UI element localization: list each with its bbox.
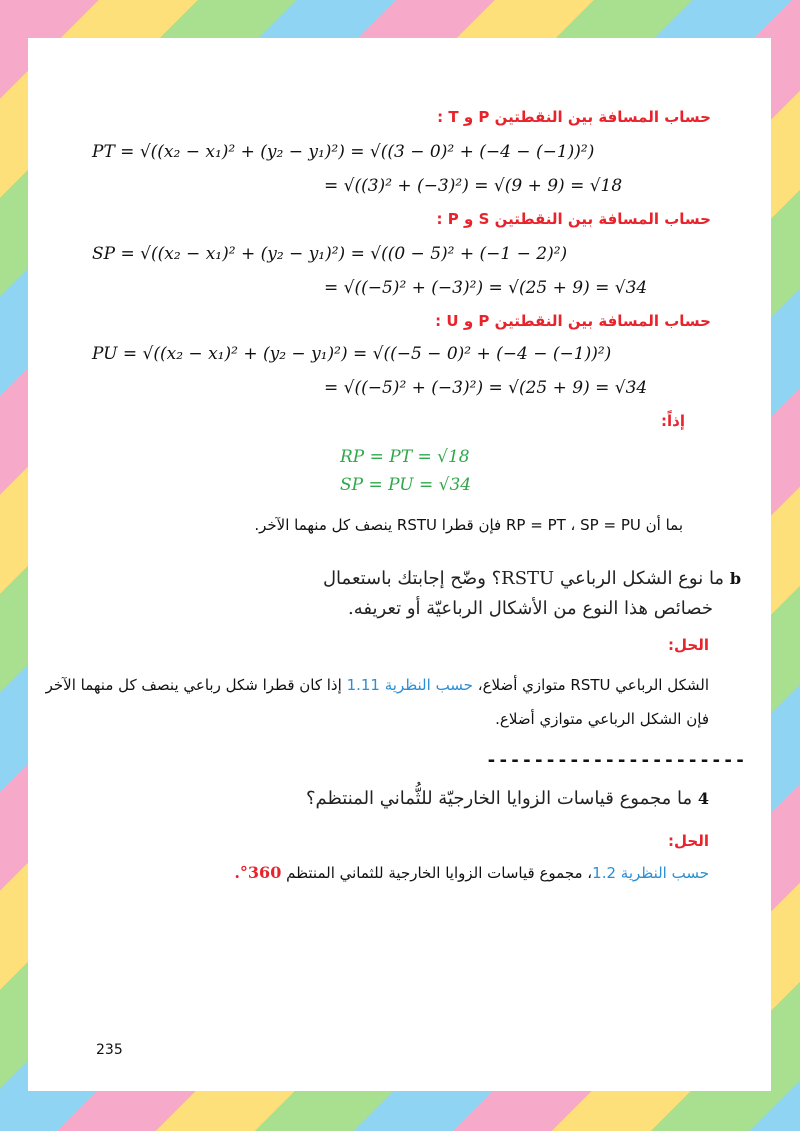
answer-4-theorem: حسب النظرية 1.2 xyxy=(592,864,709,882)
equation-pt-line2: = √((3)² + (−3)²) = √(9 + 9) = √18 xyxy=(324,176,623,196)
solution-label-b: الحل: xyxy=(668,636,709,654)
question-4-label: 4 xyxy=(697,789,709,808)
conclusion-text: بما أن RP = PT ، SP = PU فإن قطرا RSTU ينصف كل منهما الآخر. xyxy=(254,516,683,534)
answer-b-part1: الشكل الرباعي RSTU متوازي أضلاع، xyxy=(477,676,709,694)
answer-b-theorem: حسب النظرية 1.11 xyxy=(346,676,473,694)
question-b-label: b xyxy=(729,569,741,588)
solution-label-4: الحل: xyxy=(668,832,709,850)
page xyxy=(28,38,771,1091)
answer-4-value: 360°. xyxy=(234,863,282,882)
equation-sp-line2: = √((−5)² + (−3)²) = √(25 + 9) = √34 xyxy=(324,278,648,298)
result-sp-pu: SP = PU = √34 xyxy=(340,475,472,495)
equation-pt-line1: PT = √((x₂ − x₁)² + (y₂ − y₁)²) = √((3 − 0)² + (−4 − (−1))²) xyxy=(92,142,595,162)
heading-pt: حساب المسافة بين النقطتين P و T : xyxy=(437,108,711,126)
question-4-text: ما مجموع قياسات الزوايا الخارجيّة للثُّماني المنتظم؟ xyxy=(306,788,693,809)
result-rp-pt: RP = PT = √18 xyxy=(340,447,470,467)
question-b-line2: خصائص هذا النوع من الأشكال الرباعيّة أو تعريفه. xyxy=(348,598,713,619)
question-4 xyxy=(306,788,709,809)
answer-b-line1 xyxy=(46,676,709,694)
question-b-text1: ما نوع الشكل الرباعي RSTU؟ وضّح إجابتك باستعمال xyxy=(322,568,725,589)
answer-4-text: ، مجموع قياسات الزوايا الخارجية للثماني المنتظم xyxy=(286,864,593,882)
heading-pu: حساب المسافة بين النقطتين P و U : xyxy=(435,312,711,330)
answer-b-part2: إذا كان قطرا شكل رباعي ينصف كل منهما الآخر xyxy=(45,676,342,694)
heading-therefore: إذاً: xyxy=(661,412,685,430)
question-b-line1 xyxy=(323,568,741,589)
equation-pu-line2: = √((−5)² + (−3)²) = √(25 + 9) = √34 xyxy=(324,378,648,398)
heading-sp: حساب المسافة بين النقطتين S و P : xyxy=(436,210,711,228)
section-divider: ---------------------- xyxy=(486,750,747,771)
equation-sp-line1: SP = √((x₂ − x₁)² + (y₂ − y₁)²) = √((0 − 5)² + (−1 − 2)²) xyxy=(92,244,568,264)
answer-4 xyxy=(234,863,709,882)
equation-pu-line1: PU = √((x₂ − x₁)² + (y₂ − y₁)²) = √((−5 − 0)² + (−4 − (−1))²) xyxy=(92,344,612,364)
page-number: 235 xyxy=(96,1042,123,1058)
answer-b-line2: فإن الشكل الرباعي متوازي أضلاع. xyxy=(495,710,709,728)
